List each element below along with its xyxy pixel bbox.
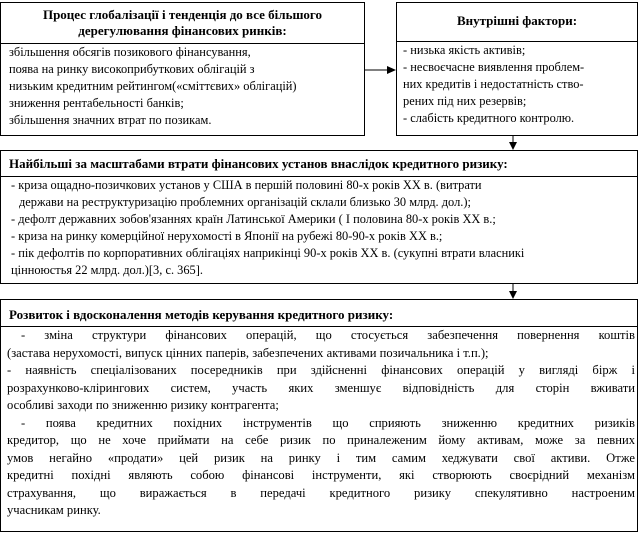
list-item: - поява кредитних похідних інструментів що сприяють зниженню кредитних ризиків bbox=[21, 415, 635, 430]
list-item: - слабість кредитного контролю. bbox=[403, 111, 575, 125]
list-item: зниження рентабельності банків; bbox=[9, 96, 184, 110]
arrow-down-icon bbox=[509, 136, 517, 150]
list-item: - наявність спеціалізованих посередників при здійсненні фінансових операцій у вигляді бірж і bbox=[7, 363, 635, 377]
globalization-title-line1: Процес глобалізації і тенденція до все більшого bbox=[42, 7, 323, 22]
list-item: них кредитів і недостатність ство- bbox=[403, 77, 584, 91]
list-item: - пік дефолтів по корпоративних облігаціях наприкінці 90-х років XX в. (сукупні втрати власникі bbox=[11, 246, 525, 260]
list-item: збільшення обсягів позикового фінансування, bbox=[9, 45, 251, 59]
list-item: - дефолт державних зобов'язаннях країн Латинської Америки ( І половина 80-х років XX в.; bbox=[11, 212, 496, 226]
list-item: цінноюстья 22 млрд. дол.)[3, с. 365]. bbox=[11, 263, 203, 277]
list-item: - низька якість активів; bbox=[403, 43, 526, 57]
major-losses-title: Найбільші за масштабами втрати фінансових установ внаслідок кредитного ризику: bbox=[9, 156, 508, 171]
list-item: - криза на ринку комерційної нерухомості в Японії на рубежі 80-90-х років XX в.; bbox=[11, 229, 443, 243]
list-item: кредитор, що не хоче приймати на себе ризик по приналеженим йому активам, може за певних bbox=[7, 433, 635, 447]
list-item: - зміна структури фінансових операцій, що стосується забезпечення повернення коштів bbox=[21, 328, 635, 342]
list-item: - криза ощадно-позичкових установ у США в першій половині 80-х років XX в. (витрати bbox=[11, 178, 482, 192]
list-item: - несвоєчасне виявлення проблем- bbox=[403, 60, 585, 74]
arrow-down-icon bbox=[509, 284, 517, 299]
list-item: кредитні похідні являють собою фінансові інструменти, які створюють своєрідний механізм bbox=[7, 468, 635, 482]
arrow-right-icon bbox=[365, 66, 396, 74]
risk-management-title: Розвиток і вдосконалення методів керування кредитного ризику: bbox=[9, 307, 394, 322]
list-item: поява на ринку високоприбуткових облігацій з bbox=[9, 62, 255, 76]
globalization-title-line2: дерегулювання фінансових ринків: bbox=[78, 23, 287, 38]
internal-factors-title: Внутрішні фактори: bbox=[456, 13, 578, 28]
list-item: збільшення значних втрат по позикам. bbox=[9, 113, 212, 127]
list-item: (застава нерухомості, випуск цінних паперів, забезпечених активами позичальника і т.п.); bbox=[7, 345, 489, 360]
list-item: низьким кредитним рейтингом(«сміттєвих» облігацій) bbox=[9, 79, 297, 93]
list-item: учасникам ринку. bbox=[7, 503, 101, 517]
list-item: держави на реструктуризацію проблемних організацій склали близько 30 млрд. дол.); bbox=[19, 195, 471, 209]
list-item: особливі заходи по зниженню ризику контрагента; bbox=[7, 398, 279, 412]
list-item: страхування, що виражається в передачі кредитного ризику спекулятивно настроеним bbox=[7, 485, 635, 500]
list-item: розрахунково-клірингових систем, участь яких зменшує відповідність для сторін вживати bbox=[7, 380, 635, 395]
list-item: умов негайно «продати» цей ризик на ринку і тим самим хеджувати свої активи. Отже bbox=[7, 450, 635, 465]
list-item: рених під них резервів; bbox=[403, 94, 527, 108]
